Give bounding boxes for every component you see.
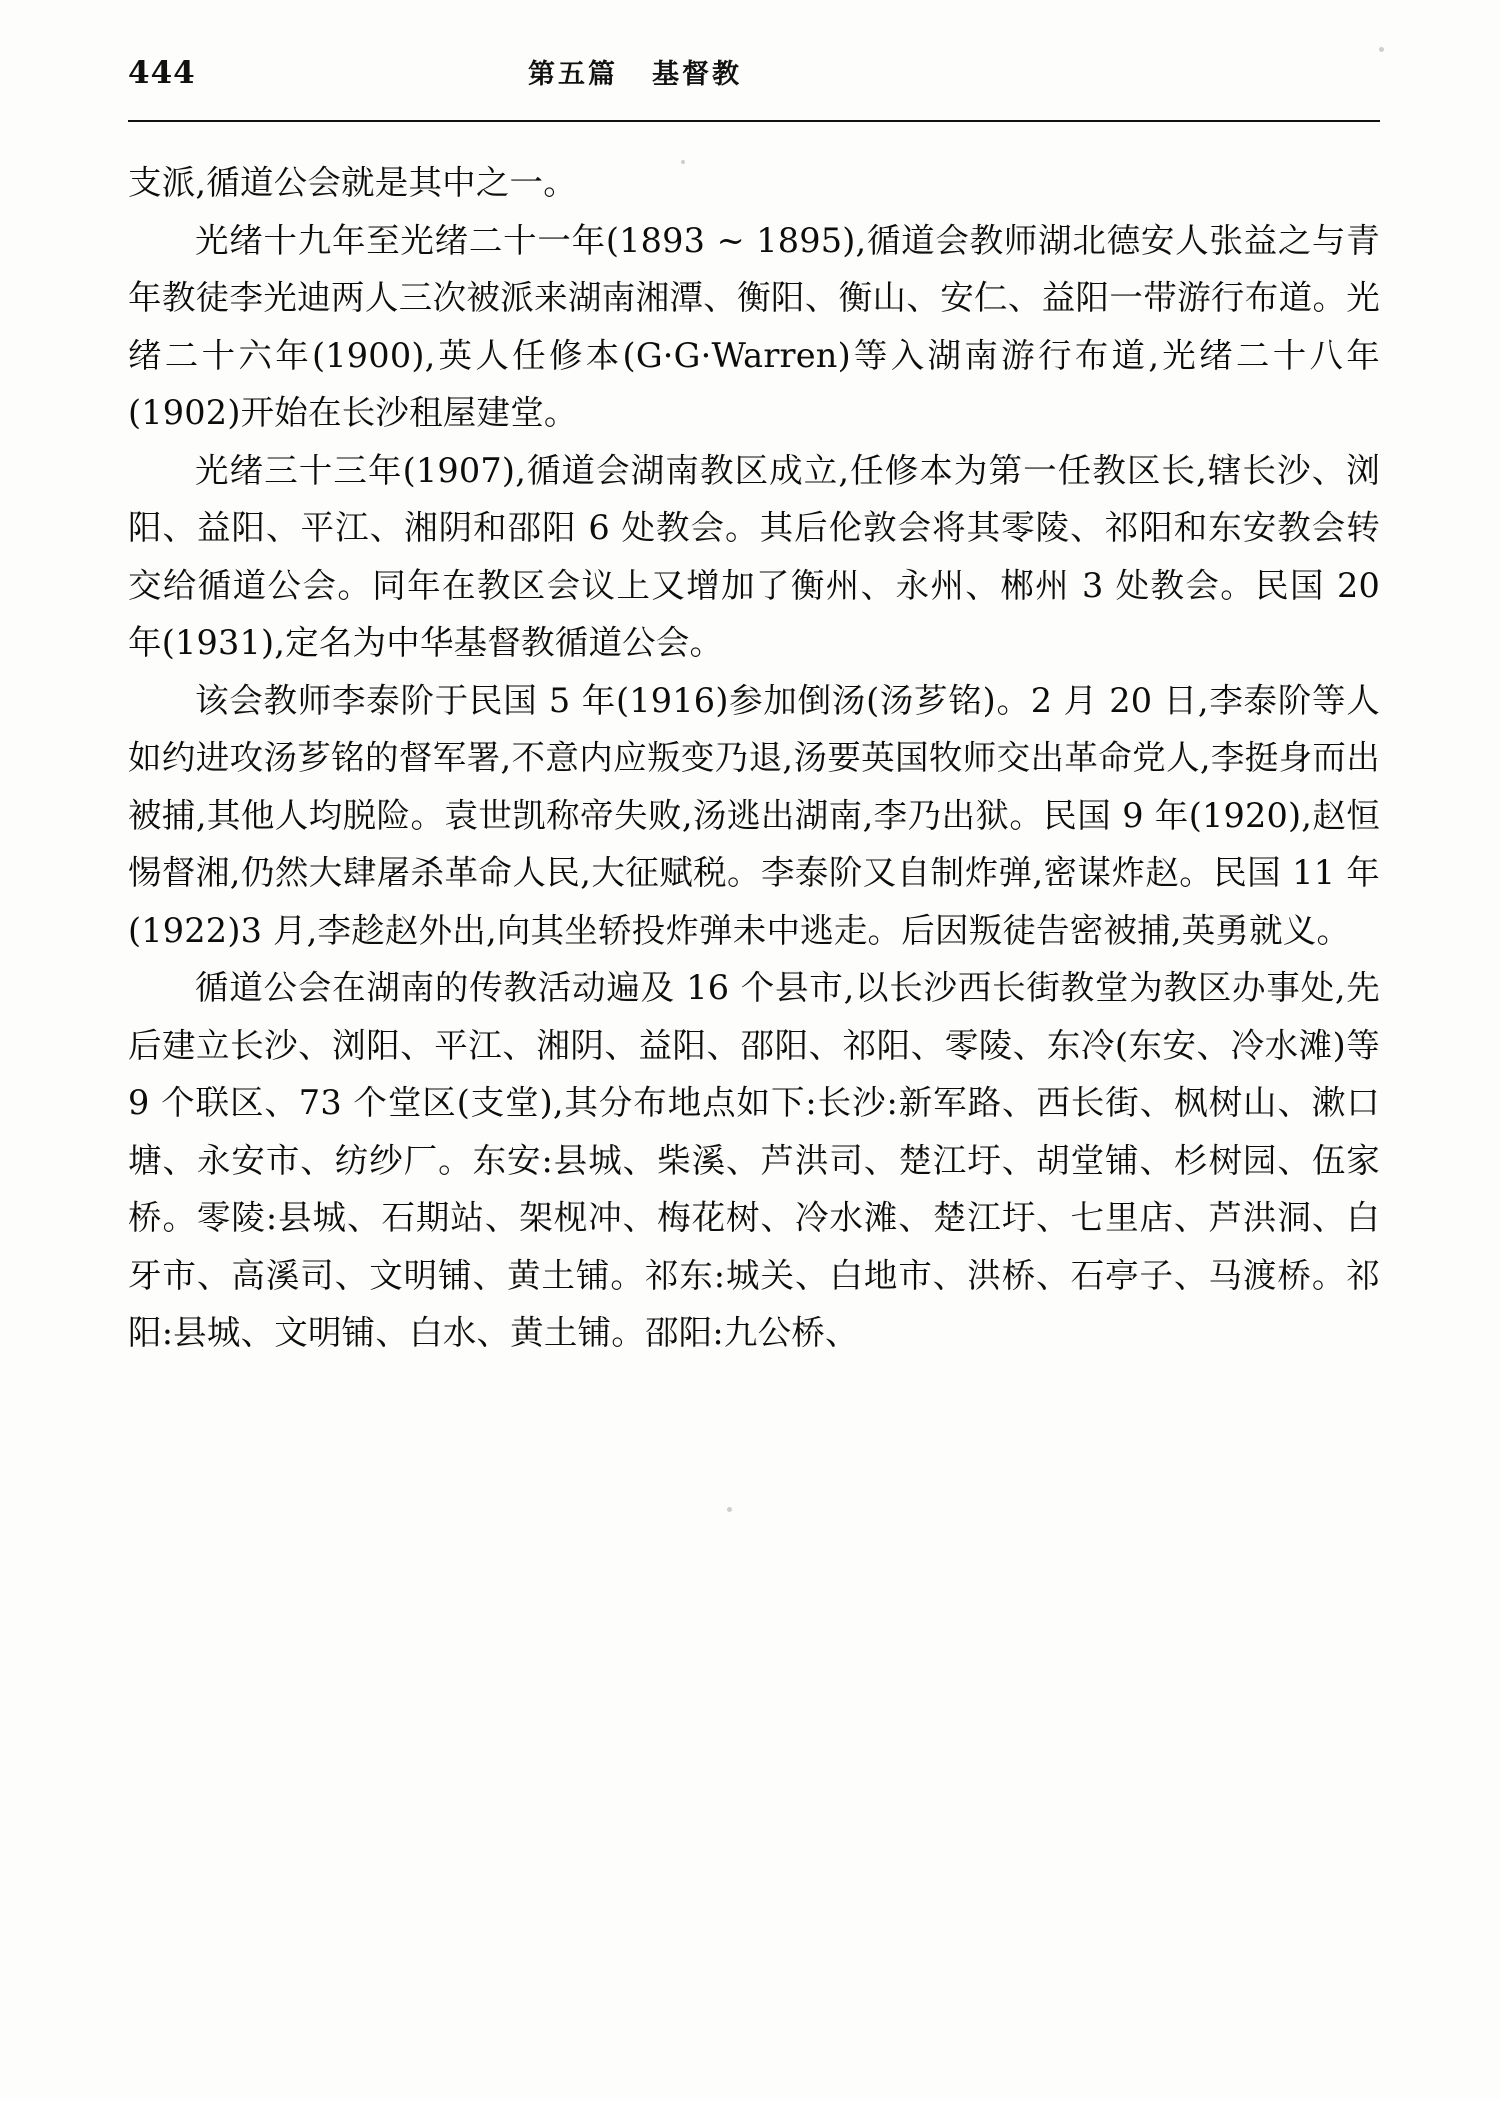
- paragraph: 光绪十九年至光绪二十一年(1893 ~ 1895),循道会教师湖北德安人张益之与青年教徒李光迪两人三次被派来湖南湘潭、衡阳、衡山、安仁、益阳一带游行布道。光绪二十六年(1900),英人任修本(G·G·Warren)等入湖南游行布道,光绪二十八年(1902)开始在长沙租屋建堂。: [128, 220, 1380, 432]
- paper-speck: [727, 1507, 732, 1512]
- paragraph: 支派,循道公会就是其中之一。: [128, 163, 577, 202]
- page-content: [128, 52, 1380, 1362]
- paragraph: 该会教师李泰阶于民国 5 年(1916)参加倒汤(汤芗铭)。2 月 20 日,李泰阶等人如约进攻汤芗铭的督军署,不意内应叛变乃退,汤要英国牧师交出革命党人,李挺身而出被捕,其他人均脱险。袁世凯称帝失败,汤逃出湖南,李乃出狱。民国 9 年(1920),赵恒惕督湘,仍然大肆屠杀革命人民,大征赋税。李泰阶又自制炸弹,密谋炸赵。民国 11 年(1922)3 月,李趁赵外出,向其坐轿投炸弹未中逃走。后因叛徒告密被捕,英勇就义。: [128, 680, 1380, 950]
- paragraph: 循道公会在湖南的传教活动遍及 16 个县市,以长沙西长街教堂为教区办事处,先后建立长沙、浏阳、平江、湘阴、益阳、邵阳、祁阳、零陵、东冷(东安、冷水滩)等 9 个联区、73 个堂区(支堂),其分布地点如下:长沙:新军路、西长街、枫树山、漱口塘、永安市、纺纱厂。东安:县城、柴溪、芦洪司、楚江圩、胡堂铺、杉树园、伍家桥。零陵:县城、石期站、架枧冲、梅花树、冷水滩、楚江圩、七里店、芦洪洞、白牙市、高溪司、文明铺、黄土铺。祁东:城关、白地市、洪桥、石亭子、马渡桥。祁阳:县城、文明铺、白水、黄土铺。邵阳:九公桥、: [128, 968, 1380, 1352]
- header-divider: [128, 120, 1380, 122]
- page-header: [128, 52, 1380, 110]
- body-text: [128, 154, 1380, 1362]
- running-head-part-two: 基督教: [652, 59, 742, 90]
- paragraph: 光绪三十三年(1907),循道会湖南教区成立,任修本为第一任教区长,辖长沙、浏阳、益阳、平江、湘阴和邵阳 6 处教会。其后伦敦会将其零陵、祁阳和东安教会转交给循道公会。同年在教区会议上又增加了衡州、永州、郴州 3 处教会。民国 20 年(1931),定名为中华基督教循道公会。: [128, 450, 1380, 662]
- page-number: 444: [128, 55, 196, 91]
- running-head-part-one: 第五篇: [528, 59, 618, 90]
- running-head: [338, 52, 1380, 91]
